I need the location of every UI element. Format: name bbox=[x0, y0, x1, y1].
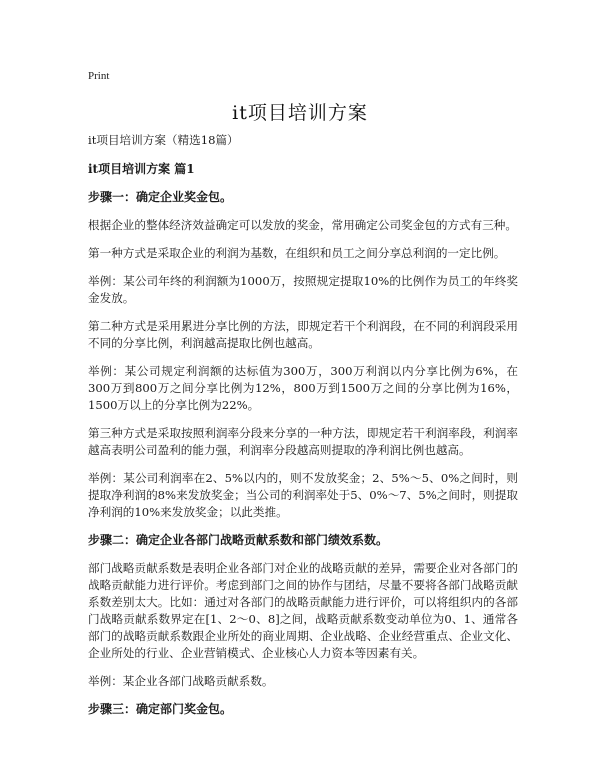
section-heading: it项目培训方案 篇1 bbox=[88, 162, 195, 176]
paragraph: 根据企业的整体经济效益确定可以发放的奖金，常用确定公司奖金包的方式有三种。 bbox=[88, 218, 517, 232]
paragraph: 部门战略贡献系数是表明企业各部门对企业的战略贡献的差异，需要企业对各部门的战略贡献能力进行评价。考虑到部门之间的协作与团结，尽量不要将各部门战略贡献系数差别太大。比如：通过对各部门的战略贡献能力进行评价，可以将组织内的各部门战略贡献系数界定在[1、2～0、8]之间，战略贡献系数变动单位为0、1、通常各部门的战略贡献系数跟企业所处的商业周期、企业战略、企业经营重点、企业文化、企业所处的行业、企业营销模式、企业核心人力资本等因素有关。 bbox=[88, 561, 518, 660]
print-label: Print bbox=[88, 70, 110, 82]
paragraph: 举例：某公司规定利润额的达标值为300万，300万利润以内分享比例为6%，在300万到800万之间分享比例为12%，800万到1500万之间的分享比例为16%，1500万以上的分享比例为22%。 bbox=[88, 364, 518, 412]
paragraph: 举例：某公司年终的利润额为1000万，按照规定提取10%的比例作为员工的年终奖金发放。 bbox=[88, 274, 518, 305]
paragraph: 举例：某公司利润率在2、5%以内的，则不发放奖金；2、5%～5、0%之间时，则提取净利润的8%来发放奖金；当公司的利润率处于5、0%～7、5%之间时，则提取净利润的10%来发放奖金；以此类推。 bbox=[88, 471, 518, 519]
page-title: it项目培训方案 bbox=[232, 102, 368, 124]
step1-heading: 步骤一：确定企业奖金包。 bbox=[88, 190, 233, 204]
paragraph: 第三种方式是采取按照利润率分段来分享的一种方法，即规定若干利润率段，利润率越高表明公司盈利的能力强，利润率分段越高则提取的净利润比例也越高。 bbox=[88, 426, 518, 457]
step2-heading: 步骤二：确定企业各部门战略贡献系数和部门绩效系数。 bbox=[88, 533, 389, 547]
paragraph: 举例：某企业各部门战略贡献系数。 bbox=[88, 674, 274, 688]
paragraph: 第一种方式是采取企业的利润为基数，在组织和员工之间分享总利润的一定比例。 bbox=[88, 246, 506, 260]
paragraph: 第二种方式是采用累进分享比例的方法，即规定若干个利润段，在不同的利润段采用不同的分享比例，利润越高提取比例也越高。 bbox=[88, 319, 518, 350]
document-body bbox=[88, 132, 518, 729]
document-subtitle: it项目培训方案（精选18篇） bbox=[88, 133, 239, 147]
step3-heading: 步骤三：确定部门奖金包。 bbox=[88, 702, 233, 716]
